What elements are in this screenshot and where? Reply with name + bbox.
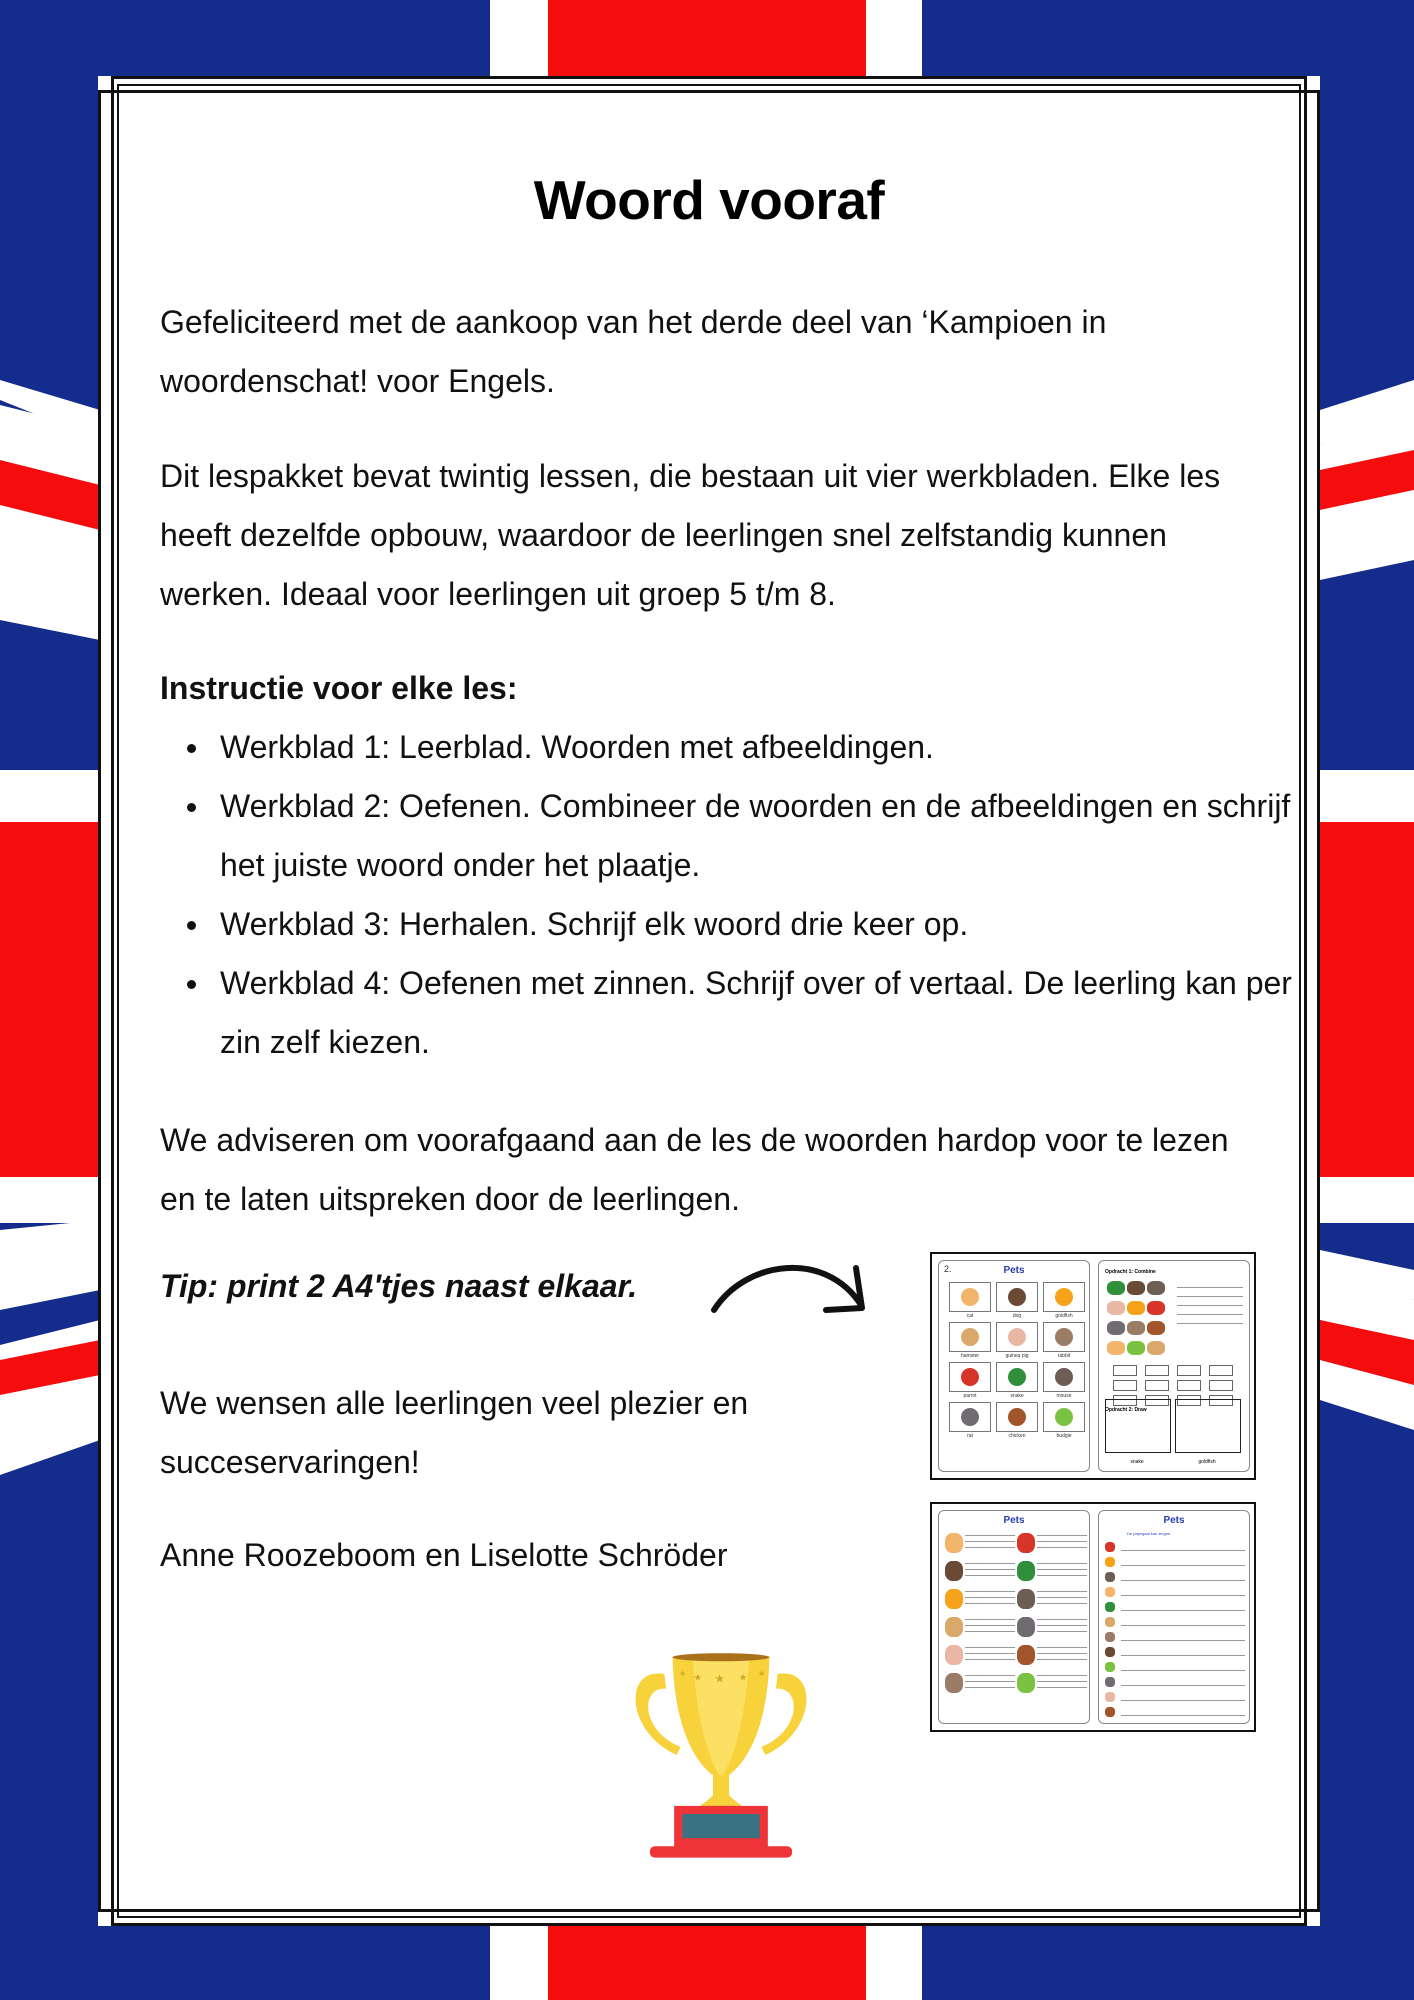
worksheet-preview-2 [930,1502,1256,1732]
instruction-list [160,718,1300,1072]
signature: Anne Roozeboom en Liselotte Schröder [160,1537,728,1573]
svg-text:★: ★ [738,1672,748,1684]
worksheet-combine: Opdracht 1: Combine Opdracht 2: Draw snake goldfish [1098,1260,1250,1472]
instruction-item: Werkblad 1: Leerblad. Woorden met afbeeldingen. [220,718,1300,777]
worksheet-sentences: Pets De papegaai kan zingen. [1098,1510,1250,1724]
instruction-item: Werkblad 4: Oefenen met zinnen. Schrijf over of vertaal. De leerling kan per zin zelf kiezen. [220,954,1300,1072]
tip-text: Tip: print 2 A4'tjes naast elkaar. [160,1268,638,1304]
worksheet-title: Pets [1003,1265,1025,1276]
worksheet-title: Pets [1163,1515,1185,1526]
svg-text:★: ★ [714,1673,725,1686]
instruction-item: Werkblad 3: Herhalen. Schrijf elk woord drie keer op. [220,895,1300,954]
worksheet-learn: 2. Pets cat dog goldfish hamster guinea pig rabbit parrot snake mouse rat chicken budgie [938,1260,1090,1472]
wishes-paragraph: We wensen alle leerlingen veel plezier en succeservaringen! [160,1385,749,1480]
worksheet-title: Pets [1003,1515,1025,1526]
advice-paragraph: We adviseren om voorafgaand aan de les de woorden hardop voor te lezen en te laten uitspreken door de leerlingen. [160,1122,1229,1217]
worksheet-repeat [938,1510,1090,1724]
page-title: Woord vooraf [533,169,885,231]
worksheet-preview-1 [930,1252,1256,1480]
instruction-heading: Instructie voor elke les: [160,670,518,706]
instruction-item: Werkblad 2: Oefenen. Combineer de woorden en de afbeeldingen en schrijf het juiste woord onder het plaatje. [220,777,1300,895]
trophy-icon [616,1630,826,1880]
curved-arrow-icon [706,1250,876,1328]
svg-text:★: ★ [693,1672,703,1684]
svg-text:★: ★ [679,1668,687,1678]
description-paragraph: Dit lespakket bevat twintig lessen, die bestaan uit vier werkbladen. Elke les heeft dezelfde opbouw, waardoor de leerlingen snel zelfstandig kunnen werken. Ideaal voor leerlingen uit groep 5 t/m 8. [160,458,1221,612]
svg-text:★: ★ [758,1668,766,1678]
lesson-number: 2. [944,1264,952,1274]
document-page [98,76,1320,1926]
intro-paragraph: Gefeliciteerd met de aankoop van het derde deel van ‘Kampioen in woordenschat! voor Engels. [160,304,1107,399]
